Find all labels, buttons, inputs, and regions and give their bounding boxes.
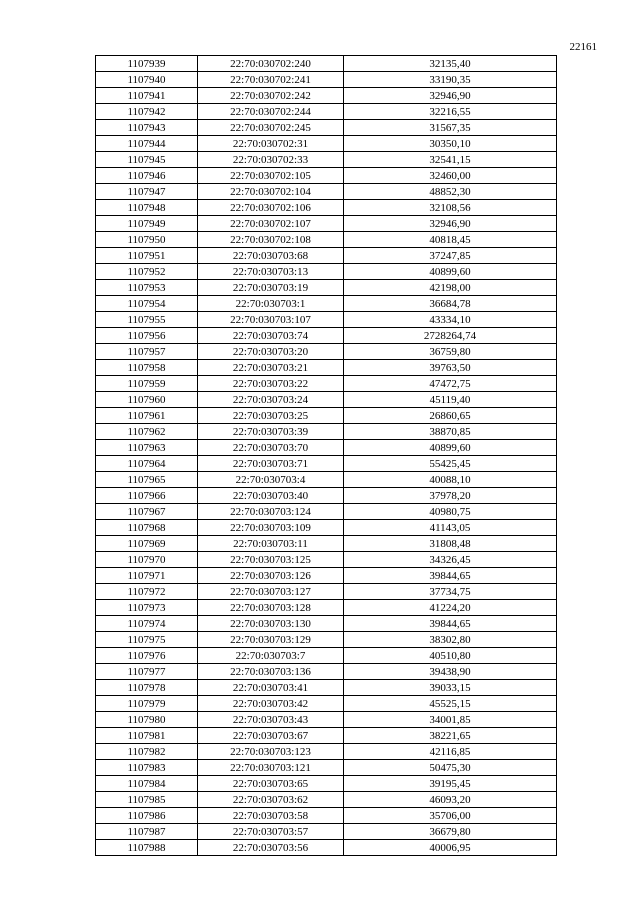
- record-number-cell: 1107943: [96, 120, 198, 136]
- table-row: [96, 248, 557, 264]
- cadastral-value-cell: 43334,10: [344, 312, 557, 328]
- record-number-cell: 1107952: [96, 264, 198, 280]
- cadastral-value-cell: 31567,35: [344, 120, 557, 136]
- cadastral-value-cell: 40006,95: [344, 840, 557, 856]
- cadastral-number-cell: 22:70:030703:24: [198, 392, 344, 408]
- cadastral-number-cell: 22:70:030702:106: [198, 200, 344, 216]
- table-row: [96, 840, 557, 856]
- cadastral-number-cell: 22:70:030702:244: [198, 104, 344, 120]
- cadastral-number-cell: 22:70:030703:125: [198, 552, 344, 568]
- cadastral-number-cell: 22:70:030703:39: [198, 424, 344, 440]
- table-row: [96, 216, 557, 232]
- cadastral-number-cell: 22:70:030703:123: [198, 744, 344, 760]
- cadastral-number-cell: 22:70:030703:130: [198, 616, 344, 632]
- record-number-cell: 1107974: [96, 616, 198, 632]
- record-number-cell: 1107975: [96, 632, 198, 648]
- record-number-cell: 1107944: [96, 136, 198, 152]
- table-row: [96, 120, 557, 136]
- table-row: [96, 440, 557, 456]
- record-number-cell: 1107939: [96, 56, 198, 72]
- table-row: [96, 328, 557, 344]
- record-number-cell: 1107972: [96, 584, 198, 600]
- cadastral-value-cell: 36679,80: [344, 824, 557, 840]
- table-row: [96, 696, 557, 712]
- cadastral-value-cell: 39844,65: [344, 568, 557, 584]
- cadastral-number-cell: 22:70:030702:105: [198, 168, 344, 184]
- cadastral-number-cell: 22:70:030703:68: [198, 248, 344, 264]
- cadastral-value-cell: 40899,60: [344, 440, 557, 456]
- table-row: [96, 600, 557, 616]
- cadastral-value-cell: 38870,85: [344, 424, 557, 440]
- table-row: [96, 280, 557, 296]
- cadastral-value-cell: 37247,85: [344, 248, 557, 264]
- table-row: [96, 664, 557, 680]
- cadastral-value-table: [95, 55, 557, 856]
- record-number-cell: 1107981: [96, 728, 198, 744]
- cadastral-value-cell: 42198,00: [344, 280, 557, 296]
- table-row: [96, 88, 557, 104]
- table-row: [96, 360, 557, 376]
- record-number-cell: 1107977: [96, 664, 198, 680]
- table-row: [96, 200, 557, 216]
- cadastral-number-cell: 22:70:030703:13: [198, 264, 344, 280]
- table-row: [96, 792, 557, 808]
- record-number-cell: 1107968: [96, 520, 198, 536]
- record-number-cell: 1107964: [96, 456, 198, 472]
- cadastral-number-cell: 22:70:030703:43: [198, 712, 344, 728]
- cadastral-number-cell: 22:70:030703:11: [198, 536, 344, 552]
- record-number-cell: 1107959: [96, 376, 198, 392]
- cadastral-number-cell: 22:70:030703:71: [198, 456, 344, 472]
- cadastral-number-cell: 22:70:030703:65: [198, 776, 344, 792]
- cadastral-number-cell: 22:70:030703:124: [198, 504, 344, 520]
- table-row: [96, 456, 557, 472]
- cadastral-number-cell: 22:70:030703:7: [198, 648, 344, 664]
- record-number-cell: 1107987: [96, 824, 198, 840]
- record-number-cell: 1107976: [96, 648, 198, 664]
- record-number-cell: 1107941: [96, 88, 198, 104]
- table-row: [96, 808, 557, 824]
- record-number-cell: 1107961: [96, 408, 198, 424]
- cadastral-value-cell: 48852,30: [344, 184, 557, 200]
- record-number-cell: 1107986: [96, 808, 198, 824]
- cadastral-number-cell: 22:70:030703:19: [198, 280, 344, 296]
- cadastral-number-cell: 22:70:030703:67: [198, 728, 344, 744]
- cadastral-value-cell: 38221,65: [344, 728, 557, 744]
- record-number-cell: 1107967: [96, 504, 198, 520]
- table-row: [96, 632, 557, 648]
- cadastral-value-cell: 34326,45: [344, 552, 557, 568]
- record-number-cell: 1107951: [96, 248, 198, 264]
- table-row: [96, 728, 557, 744]
- table-row: [96, 104, 557, 120]
- cadastral-value-cell: 39033,15: [344, 680, 557, 696]
- record-number-cell: 1107942: [96, 104, 198, 120]
- cadastral-value-cell: 46093,20: [344, 792, 557, 808]
- page-number: 22161: [569, 41, 597, 53]
- table-row: [96, 504, 557, 520]
- table-row: [96, 264, 557, 280]
- cadastral-number-cell: 22:70:030703:74: [198, 328, 344, 344]
- cadastral-value-cell: 45525,15: [344, 696, 557, 712]
- record-number-cell: 1107954: [96, 296, 198, 312]
- table-body: [96, 56, 557, 856]
- cadastral-value-cell: 32460,00: [344, 168, 557, 184]
- table-row: [96, 648, 557, 664]
- record-number-cell: 1107985: [96, 792, 198, 808]
- table-row: [96, 424, 557, 440]
- cadastral-number-cell: 22:70:030703:107: [198, 312, 344, 328]
- cadastral-value-cell: 39195,45: [344, 776, 557, 792]
- cadastral-number-cell: 22:70:030702:108: [198, 232, 344, 248]
- cadastral-number-cell: 22:70:030703:4: [198, 472, 344, 488]
- record-number-cell: 1107973: [96, 600, 198, 616]
- cadastral-value-cell: 39438,90: [344, 664, 557, 680]
- table-row: [96, 616, 557, 632]
- cadastral-number-cell: 22:70:030703:20: [198, 344, 344, 360]
- table-row: [96, 56, 557, 72]
- cadastral-value-cell: 42116,85: [344, 744, 557, 760]
- table-row: [96, 744, 557, 760]
- record-number-cell: 1107960: [96, 392, 198, 408]
- cadastral-value-cell: 40510,80: [344, 648, 557, 664]
- cadastral-number-cell: 22:70:030703:21: [198, 360, 344, 376]
- cadastral-value-cell: 35706,00: [344, 808, 557, 824]
- table-row: [96, 408, 557, 424]
- cadastral-value-cell: 32946,90: [344, 216, 557, 232]
- cadastral-number-cell: 22:70:030703:129: [198, 632, 344, 648]
- cadastral-number-cell: 22:70:030702:241: [198, 72, 344, 88]
- record-number-cell: 1107945: [96, 152, 198, 168]
- record-number-cell: 1107980: [96, 712, 198, 728]
- cadastral-number-cell: 22:70:030703:56: [198, 840, 344, 856]
- record-number-cell: 1107946: [96, 168, 198, 184]
- record-number-cell: 1107969: [96, 536, 198, 552]
- cadastral-value-cell: 41224,20: [344, 600, 557, 616]
- cadastral-value-cell: 41143,05: [344, 520, 557, 536]
- cadastral-number-cell: 22:70:030702:245: [198, 120, 344, 136]
- cadastral-value-cell: 36684,78: [344, 296, 557, 312]
- cadastral-value-cell: 26860,65: [344, 408, 557, 424]
- record-number-cell: 1107982: [96, 744, 198, 760]
- cadastral-number-cell: 22:70:030703:136: [198, 664, 344, 680]
- cadastral-value-cell: 39844,65: [344, 616, 557, 632]
- cadastral-value-cell: 34001,85: [344, 712, 557, 728]
- cadastral-value-cell: 50475,30: [344, 760, 557, 776]
- cadastral-value-cell: 39763,50: [344, 360, 557, 376]
- record-number-cell: 1107940: [96, 72, 198, 88]
- cadastral-number-cell: 22:70:030703:127: [198, 584, 344, 600]
- record-number-cell: 1107955: [96, 312, 198, 328]
- cadastral-value-cell: 2728264,74: [344, 328, 557, 344]
- record-number-cell: 1107953: [96, 280, 198, 296]
- cadastral-value-cell: 40980,75: [344, 504, 557, 520]
- record-number-cell: 1107957: [96, 344, 198, 360]
- cadastral-number-cell: 22:70:030703:58: [198, 808, 344, 824]
- cadastral-value-cell: 36759,80: [344, 344, 557, 360]
- cadastral-value-cell: 32216,55: [344, 104, 557, 120]
- cadastral-number-cell: 22:70:030703:126: [198, 568, 344, 584]
- record-number-cell: 1107962: [96, 424, 198, 440]
- record-number-cell: 1107949: [96, 216, 198, 232]
- table-row: [96, 552, 557, 568]
- table-row: [96, 776, 557, 792]
- cadastral-number-cell: 22:70:030703:109: [198, 520, 344, 536]
- table-row: [96, 376, 557, 392]
- table-row: [96, 392, 557, 408]
- table-row: [96, 568, 557, 584]
- cadastral-value-cell: 30350,10: [344, 136, 557, 152]
- cadastral-value-cell: 55425,45: [344, 456, 557, 472]
- cadastral-number-cell: 22:70:030703:57: [198, 824, 344, 840]
- record-number-cell: 1107978: [96, 680, 198, 696]
- cadastral-number-cell: 22:70:030703:40: [198, 488, 344, 504]
- record-number-cell: 1107966: [96, 488, 198, 504]
- cadastral-value-cell: 40818,45: [344, 232, 557, 248]
- record-number-cell: 1107947: [96, 184, 198, 200]
- table-row: [96, 72, 557, 88]
- cadastral-number-cell: 22:70:030703:70: [198, 440, 344, 456]
- table-row: [96, 312, 557, 328]
- cadastral-value-cell: 47472,75: [344, 376, 557, 392]
- record-number-cell: 1107979: [96, 696, 198, 712]
- cadastral-number-cell: 22:70:030702:31: [198, 136, 344, 152]
- record-number-cell: 1107988: [96, 840, 198, 856]
- record-number-cell: 1107950: [96, 232, 198, 248]
- cadastral-number-cell: 22:70:030702:107: [198, 216, 344, 232]
- cadastral-number-cell: 22:70:030702:242: [198, 88, 344, 104]
- table-row: [96, 296, 557, 312]
- table-row: [96, 168, 557, 184]
- table-row: [96, 520, 557, 536]
- table-row: [96, 152, 557, 168]
- cadastral-value-cell: 38302,80: [344, 632, 557, 648]
- cadastral-value-cell: 32108,56: [344, 200, 557, 216]
- table-row: [96, 344, 557, 360]
- cadastral-number-cell: 22:70:030703:121: [198, 760, 344, 776]
- table-row: [96, 712, 557, 728]
- table-row: [96, 584, 557, 600]
- table-row: [96, 760, 557, 776]
- cadastral-value-cell: 37978,20: [344, 488, 557, 504]
- cadastral-value-cell: 45119,40: [344, 392, 557, 408]
- record-number-cell: 1107965: [96, 472, 198, 488]
- cadastral-value-cell: 40899,60: [344, 264, 557, 280]
- table-row: [96, 824, 557, 840]
- table-row: [96, 536, 557, 552]
- cadastral-number-cell: 22:70:030703:25: [198, 408, 344, 424]
- record-number-cell: 1107958: [96, 360, 198, 376]
- table-row: [96, 680, 557, 696]
- cadastral-number-cell: 22:70:030703:1: [198, 296, 344, 312]
- record-number-cell: 1107970: [96, 552, 198, 568]
- table-row: [96, 184, 557, 200]
- cadastral-value-cell: 37734,75: [344, 584, 557, 600]
- cadastral-number-cell: 22:70:030703:62: [198, 792, 344, 808]
- cadastral-number-cell: 22:70:030702:240: [198, 56, 344, 72]
- table-row: [96, 232, 557, 248]
- table-row: [96, 136, 557, 152]
- cadastral-number-cell: 22:70:030702:104: [198, 184, 344, 200]
- cadastral-number-cell: 22:70:030703:42: [198, 696, 344, 712]
- record-number-cell: 1107956: [96, 328, 198, 344]
- cadastral-value-cell: 33190,35: [344, 72, 557, 88]
- table-row: [96, 472, 557, 488]
- cadastral-value-cell: 40088,10: [344, 472, 557, 488]
- record-number-cell: 1107983: [96, 760, 198, 776]
- cadastral-value-cell: 32946,90: [344, 88, 557, 104]
- cadastral-value-cell: 32541,15: [344, 152, 557, 168]
- cadastral-value-cell: 32135,40: [344, 56, 557, 72]
- record-number-cell: 1107963: [96, 440, 198, 456]
- cadastral-number-cell: 22:70:030703:22: [198, 376, 344, 392]
- record-number-cell: 1107984: [96, 776, 198, 792]
- record-number-cell: 1107948: [96, 200, 198, 216]
- cadastral-number-cell: 22:70:030703:41: [198, 680, 344, 696]
- table-row: [96, 488, 557, 504]
- cadastral-number-cell: 22:70:030702:33: [198, 152, 344, 168]
- record-number-cell: 1107971: [96, 568, 198, 584]
- cadastral-number-cell: 22:70:030703:128: [198, 600, 344, 616]
- cadastral-value-cell: 31808,48: [344, 536, 557, 552]
